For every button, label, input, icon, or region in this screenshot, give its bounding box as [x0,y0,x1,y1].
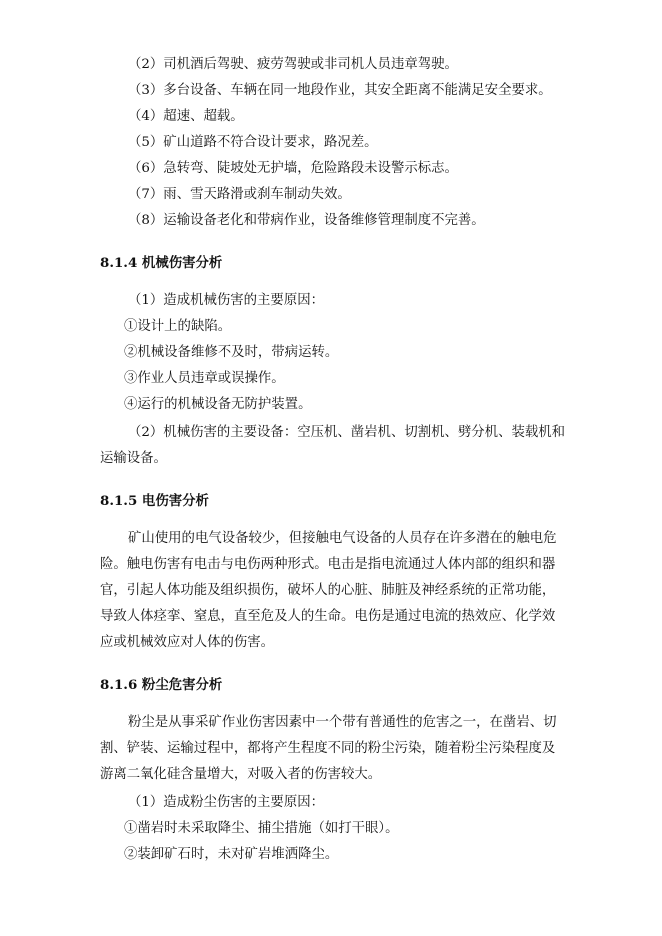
list-item: ①设计上的缺陷。 [124,319,232,334]
list-item: ④运行的机械设备无防护装置。 [124,397,312,412]
paragraph-line: 矿山使用的电气设备较少，但接触电气设备的人员存在许多潜在的触电危 [128,531,557,546]
cause-intro: （1）造成机械伤害的主要原因： [128,293,324,308]
paragraph-line: 导致人体痉挛、窒息，直至危及人的生命。电伤是通过电流的热效应、化学效 [100,609,556,624]
paragraph-line: 割、铲装、运输过程中，都将产生程度不同的粉尘污染，随着粉尘污染程度及 [100,741,556,756]
list-item: ②机械设备维修不及时，带病运转。 [124,345,339,360]
list-item: （3）多台设备、车辆在同一地段作业，其安全距离不能满足安全要求。 [128,83,552,98]
list-item: （4）超速、超载。 [128,109,244,124]
list-item: （7）雨、雪天路滑或刹车制动失效。 [128,187,351,202]
list-item: （6）急转弯、陡坡处无护墙，危险路段未设警示标志。 [128,161,458,176]
list-item: ③作业人员违章或误操作。 [124,371,285,386]
section-heading: 8.1.6 粉尘危害分析 [100,677,223,693]
paragraph-line: 粉尘是从事采矿作业伤害因素中一个带有普通性的危害之一，在凿岩、切 [128,715,557,730]
equipment-text: （2）机械伤害的主要设备：空压机、凿岩机、切割机、劈分机、装载机和 [128,425,566,440]
list-item: ①凿岩时未采取降尘、捕尘措施（如打干眼）。 [124,821,399,836]
list-item: （5）矿山道路不符合设计要求，路况差。 [128,135,378,150]
section-heading: 8.1.4 机械伤害分析 [100,255,223,271]
paragraph-line: 官，引起人体功能及组织损伤，破坏人的心脏、肺脏及神经系统的正常功能， [100,583,556,598]
list-item: （2）司机酒后驾驶、疲劳驾驶或非司机人员违章驾驶。 [128,57,458,72]
cause-intro: （1）造成粉尘伤害的主要原因： [128,795,324,810]
equipment-text-cont: 运输设备。 [100,451,167,466]
paragraph-line: 游离二氧化硅含量增大，对吸入者的伤害较大。 [100,767,382,782]
paragraph-line: 应或机械效应对人体的伤害。 [100,635,275,650]
section-heading: 8.1.5 电伤害分析 [100,493,209,509]
list-item: ②装卸矿石时，未对矿岩堆洒降尘。 [124,847,339,862]
list-item: （8）运输设备老化和带病作业，设备维修管理制度不完善。 [128,213,485,228]
paragraph-line: 险。触电伤害有电击与电伤两种形式。电击是指电流通过人体内部的组织和器 [100,557,556,572]
